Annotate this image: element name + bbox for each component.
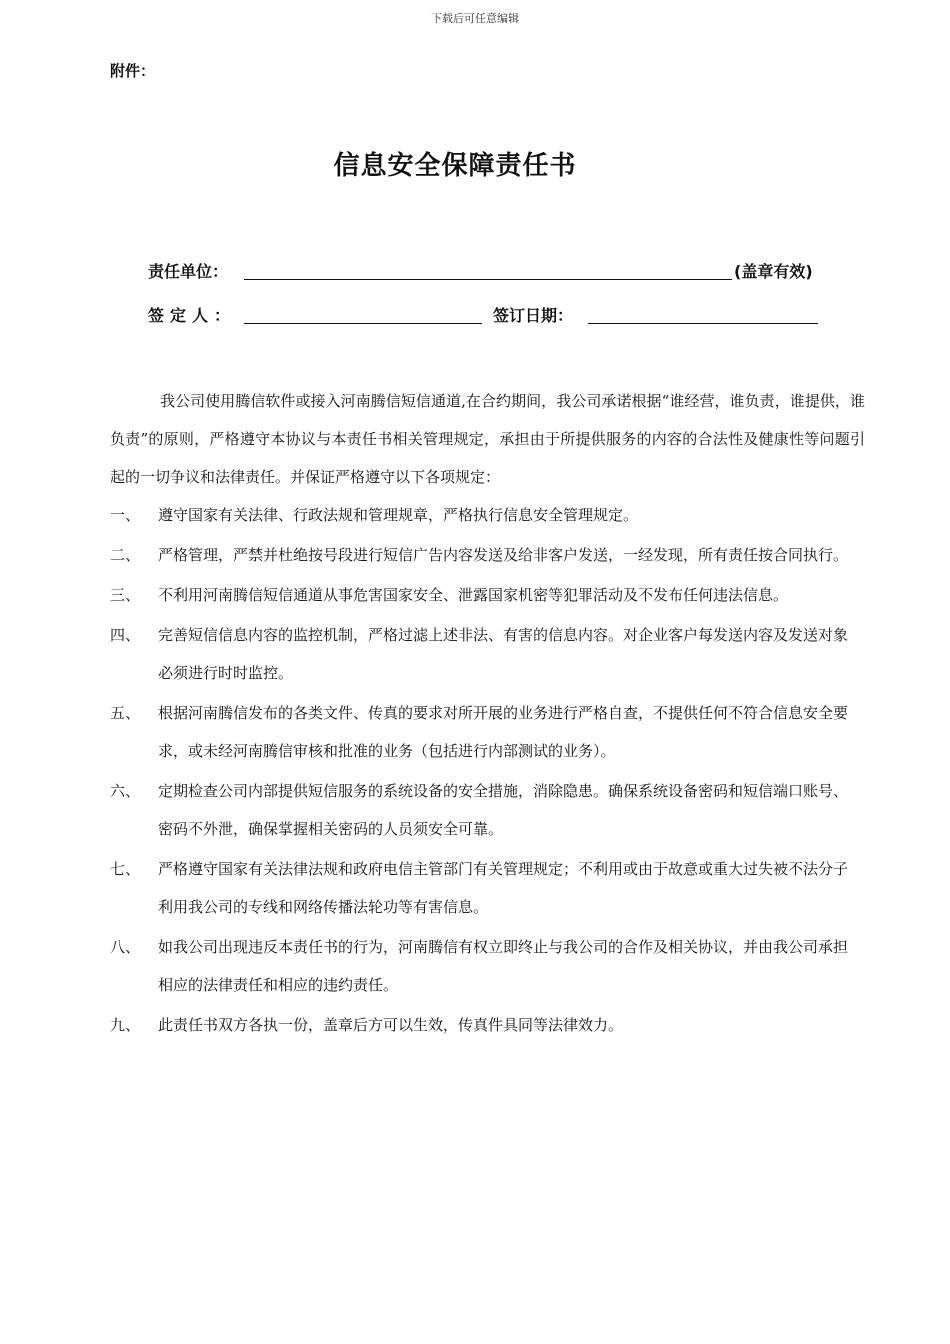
clause-text: 严格遵守国家有关法律法规和政府电信主管部门有关管理规定；不利用或由于故意或重大过失被不法分子利用我公司的专线和网络传播法轮功等有害信息。 — [158, 860, 849, 916]
clause-number: 二、 — [110, 546, 141, 564]
page-header-note: 下载后可任意编辑 — [431, 12, 519, 25]
clause-item — [110, 576, 855, 614]
clause-text: 定期检查公司内部提供短信服务的系统设备的安全措施，消除隐患。确保系统设备密码和短信端口账号、密码不外泄，确保掌握相关密码的人员须安全可靠。 — [158, 782, 849, 838]
clause-number: 六、 — [110, 782, 141, 800]
clause-text: 不利用河南腾信短信通道从事危害国家安全、泄露国家机密等犯罪活动及不发布任何违法信息。 — [158, 586, 789, 604]
sign-date-label: 签订日期： — [493, 306, 574, 325]
clause-text: 遵守国家有关法律、行政法规和管理规章，严格执行信息安全管理规定。 — [158, 506, 639, 524]
responsible-unit-label: 责任单位： — [148, 262, 229, 281]
intro-paragraph: 我公司使用腾信软件或接入河南腾信短信通道,在合约期间，我公司承诺根据“谁经营，谁负责，谁提供，谁负责”的原则，严格遵守本协议与本责任书相关管理规定，承担由于所提供服务的内容的合法性及健康性等问题引起的一切争议和法律责任。并保证严格遵守以下各项规定： — [110, 392, 865, 486]
clause-number: 四、 — [110, 626, 141, 644]
signer-label: 签定人： — [148, 306, 237, 325]
clause-item — [110, 694, 855, 770]
clause-item — [110, 928, 855, 1004]
clause-item — [110, 616, 855, 692]
clause-list — [110, 496, 855, 1046]
clause-text: 完善短信信息内容的监控机制，严格过滤上述非法、有害的信息内容。对企业客户每发送内容及发送对象必须进行时时监控。 — [158, 626, 849, 682]
clause-item — [110, 496, 855, 534]
sign-date-blank — [588, 323, 818, 324]
seal-note: (盖章有效) — [734, 262, 813, 281]
clause-text: 根据河南腾信发布的各类文件、传真的要求对所开展的业务进行严格自查，不提供任何不符合信息安全要求，或未经河南腾信审核和批准的业务（包括进行内部测试的业务）。 — [158, 704, 849, 760]
clause-item — [110, 1006, 855, 1044]
signer-blank — [244, 323, 482, 324]
clause-number: 七、 — [110, 860, 141, 878]
clause-item — [110, 850, 855, 926]
clause-number: 八、 — [110, 938, 141, 956]
clause-item — [110, 536, 855, 574]
clause-number: 五、 — [110, 704, 141, 722]
clause-number: 九、 — [110, 1016, 141, 1034]
clause-text: 严格管理，严禁并杜绝按号段进行短信广告内容发送及给非客户发送，一经发现，所有责任按合同执行。 — [158, 546, 849, 564]
document-title: 信息安全保障责任书 — [333, 151, 577, 181]
clause-number: 一、 — [110, 506, 141, 524]
responsible-unit-blank — [244, 279, 732, 280]
attachment-label: 附件： — [110, 62, 156, 80]
clause-number: 三、 — [110, 586, 141, 604]
clause-text: 此责任书双方各执一份，盖章后方可以生效，传真件具同等法律效力。 — [158, 1016, 624, 1034]
clause-text: 如我公司出现违反本责任书的行为，河南腾信有权立即终止与我公司的合作及相关协议，并由我公司承担相应的法律责任和相应的违约责任。 — [158, 938, 849, 994]
clause-item — [110, 772, 855, 848]
